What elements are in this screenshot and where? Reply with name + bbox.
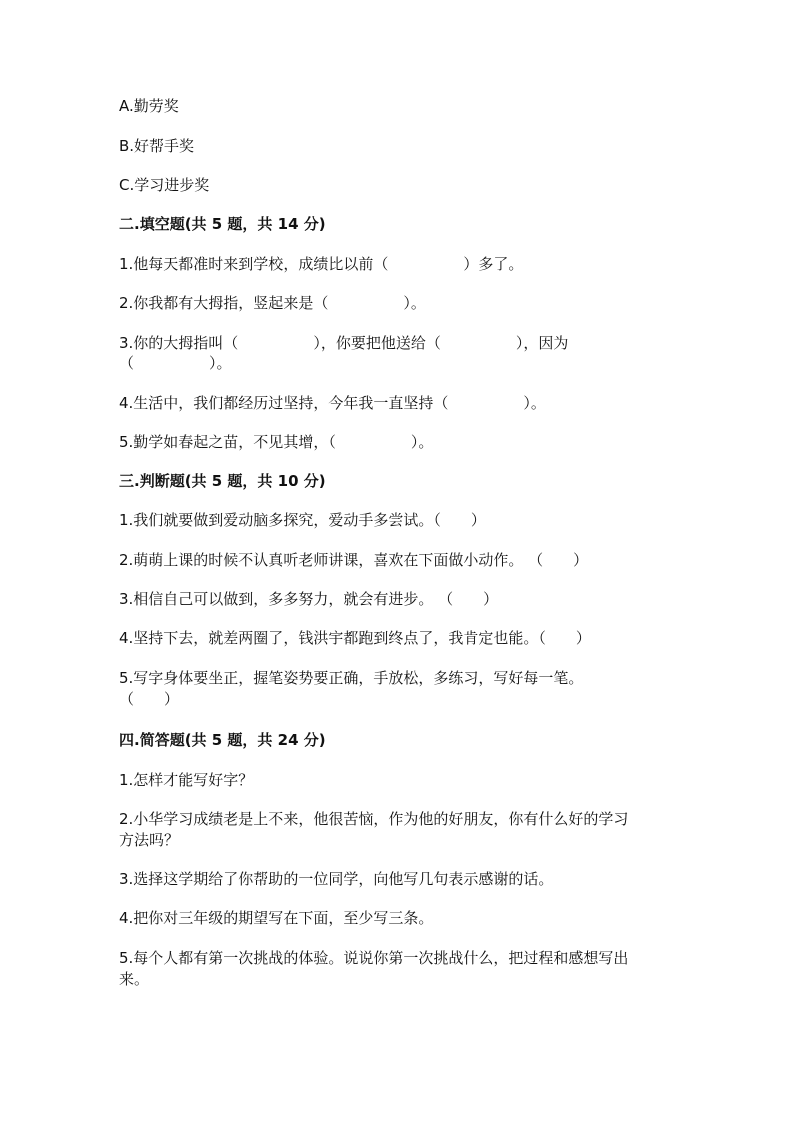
section-heading-short-answer: 四.简答题(共 5 题，共 24 分)	[119, 731, 326, 749]
option-a: A.勤劳奖	[119, 97, 179, 115]
option-c: C.学习进步奖	[119, 176, 210, 194]
short-question-4: 4.把你对三年级的期望写在下面，至少写三条。	[119, 909, 434, 927]
short-question-5-line-1: 5.每个人都有第一次挑战的体验。说说你第一次挑战什么，把过程和感想写出	[119, 949, 629, 967]
judge-question-5-line-2: （ ）	[119, 690, 180, 708]
short-question-2-line-2: 方法吗？	[119, 831, 180, 849]
section-heading-fill-in: 二.填空题(共 5 题，共 14 分)	[119, 215, 326, 233]
fill-question-2: 2.你我都有大拇指，竖起来是（ ）。	[119, 294, 426, 312]
judge-question-1: 1.我们就要做到爱动脑多探究，爱动手多尝试。（ ）	[119, 511, 486, 529]
short-question-2-line-1: 2.小华学习成绩老是上不来，他很苦恼，作为他的好朋友，你有什么好的学习	[119, 810, 629, 828]
judge-question-2: 2.萌萌上课的时候不认真听老师讲课，喜欢在下面做小动作。 （ ）	[119, 551, 589, 569]
option-b: B.好帮手奖	[119, 137, 195, 155]
short-question-3: 3.选择这学期给了你帮助的一位同学，向他写几句表示感谢的话。	[119, 870, 554, 888]
section-heading-true-false: 三.判断题(共 5 题，共 10 分)	[119, 472, 326, 490]
fill-question-3-line-1: 3.你的大拇指叫（ ），你要把他送给（ ），因为	[119, 334, 569, 352]
short-question-1: 1.怎样才能写好字？	[119, 771, 254, 789]
fill-question-5: 5.勤学如春起之苗，不见其增，（ ）。	[119, 433, 434, 451]
short-question-5-line-2: 来。	[119, 970, 150, 988]
fill-question-3-line-2: （ ）。	[119, 354, 232, 372]
judge-question-4: 4.坚持下去，就差两圈了，钱洪宇都跑到终点了，我肯定也能。（ ）	[119, 629, 591, 647]
fill-question-4: 4.生活中，我们都经历过坚持，今年我一直坚持（ ）。	[119, 394, 546, 412]
judge-question-3: 3.相信自己可以做到，多多努力，就会有进步。 （ ）	[119, 590, 499, 608]
judge-question-5-line-1: 5.写字身体要坐正，握笔姿势要正确，手放松，多练习，写好每一笔。	[119, 669, 584, 687]
fill-question-1: 1.他每天都准时来到学校，成绩比以前（ ）多了。	[119, 255, 524, 273]
